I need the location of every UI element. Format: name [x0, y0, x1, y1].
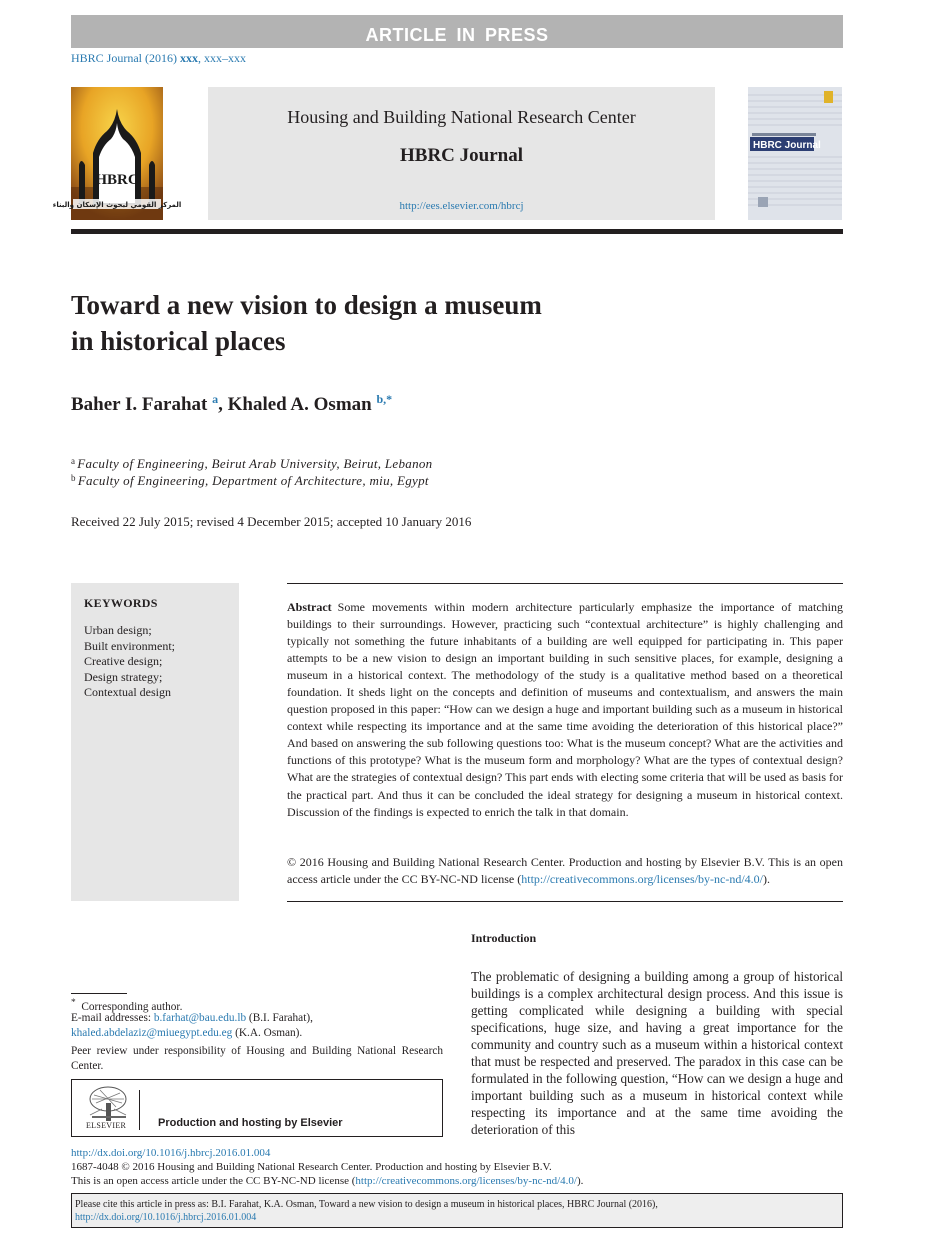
- article-title: [71, 287, 671, 359]
- issn-copyright: 1687-4048 © 2016 Housing and Building National Research Center. Production and hosting by Elsevier B.V.: [71, 1161, 552, 1173]
- email-link-osman[interactable]: khaled.abdelaziz@miuegypt.edu.eg: [71, 1027, 233, 1039]
- license-link[interactable]: http://creativecommons.org/licenses/by-nc-nd/4.0/: [521, 872, 763, 886]
- abstract-bottom-rule: [287, 901, 843, 902]
- journal-reference-prefix: HBRC Journal (2016): [71, 51, 180, 65]
- abstract-text: Some movements within modern architecture particularly emphasize the importance of matching buildings to their surroundings. However, practicing such “contextual architecture” is highly challenging and typically not something the future inhabitants of a building are well equipped for participating in. This paper attempts to be a new vision to design an important building in such sensitive places, for example, designing a museum in a historical context. The methodology of the study is a qualitative method based on a theoretical foundation. It sheds light on the concepts and definition of museums and contextualism, and answers the main question proposed in this paper: “How can we design a huge and important building such as a museum in historical context while respecting its importance and at the same time avoiding the deterioration of this historical place?” And based on answering the sub following questions too: What is the museum concept? What are the activities and functions of this prototype? What is the museum form and morphology? What are the types of contextual design? What are the strategies of contextual design? This part ends with electing some criteria that will be used as basis for the practical part. And thus it can be concluded the ideal strategy for designing a museum in historical context. Discussion of the findings is expected to enrich the talk in that domain.: [287, 600, 843, 819]
- keywords-title: KEYWORDS: [84, 596, 158, 610]
- hbrc-logo-icon: [52, 87, 182, 220]
- affiliation-a: [71, 456, 432, 472]
- abstract: [287, 599, 843, 821]
- introduction-heading: Introduction: [471, 931, 537, 945]
- institution-name: Housing and Building National Research Center: [287, 107, 636, 127]
- affiliation-b-marker: b: [71, 473, 76, 483]
- production-hosting-text: Production and hosting by Elsevier: [158, 1117, 343, 1129]
- keyword-item: Built environment;: [84, 638, 175, 653]
- citation-text: Please cite this article in press as: B.I. Farahat, K.A. Osman, Toward a new vision to design a museum in historical places, HBRC Journal (2016),: [75, 1199, 658, 1210]
- elsevier-divider: [139, 1090, 140, 1130]
- email-link-farahat[interactable]: b.farhat@bau.edu.lb: [153, 1012, 247, 1024]
- oa-suffix: ).: [577, 1175, 584, 1187]
- elsevier-wordmark: ELSEVIER: [86, 1121, 127, 1130]
- email-addresses: [71, 1011, 443, 1041]
- copyright-end: ).: [763, 872, 770, 886]
- author-farahat: Baher I. Farahat: [71, 394, 208, 415]
- email-label: E-mail addresses:: [71, 1012, 154, 1024]
- journal-url-link[interactable]: http://ees.elsevier.com/hbrcj: [399, 200, 524, 212]
- oa-license-link[interactable]: http://creativecommons.org/licenses/by-nc-nd/4.0/: [355, 1175, 577, 1187]
- affiliation-a-marker: a: [71, 456, 76, 466]
- journal-header: [208, 87, 715, 220]
- footnote-rule: [71, 993, 127, 994]
- keywords-box: [71, 583, 239, 901]
- open-access-line: [71, 1175, 583, 1187]
- journal-reference-pages: , xxx–xxx: [198, 51, 246, 65]
- email-owner-osman: (K.A. Osman).: [232, 1027, 303, 1039]
- received-dates: Received 22 July 2015; revised 4 December 2015; accepted 10 January 2016: [71, 514, 472, 529]
- abstract-label: Abstract: [287, 600, 332, 614]
- article-in-press-banner: ARTICLE IN PRESS: [71, 15, 843, 48]
- header-rule: [71, 229, 843, 234]
- abstract-top-rule: [287, 583, 843, 584]
- journal-name: HBRC Journal: [400, 145, 523, 166]
- peer-review-note: Peer review under responsibility of Housing and Building National Research Center.: [71, 1045, 443, 1072]
- oa-prefix: This is an open access article under the CC BY-NC-ND license (: [71, 1175, 356, 1187]
- introduction-paragraph: The problematic of designing a building among a group of historical buildings is a complex architectural design process. And this issue is getting complicated while designing a building with special specifications, huge size, and having a great importance for the community and country such as a museum within a historical context that must be respected and preserved. The paradox in this case can be formulated in the following question, “How can we design a huge and important building such as a museum in historical context while respecting its importance and at the same time avoiding the deterioration of this: [471, 969, 843, 1137]
- author-osman: Khaled A. Osman: [227, 394, 372, 415]
- doi-link[interactable]: http://dx.doi.org/10.1016/j.hbrcj.2016.01.004: [71, 1147, 271, 1159]
- title-line-2: in historical places: [71, 326, 286, 356]
- abstract-copyright: [287, 854, 843, 888]
- copyright-text: © 2016 Housing and Building National Research Center. Production and hosting by Elsevier B.V. This is an open access article under the CC BY-NC-ND license (: [287, 855, 843, 886]
- author-list: Baher I. Farahat $^a$, Khaled A. Osman $^{b,*}$: [71, 392, 393, 415]
- keyword-item: Design strategy;: [84, 669, 163, 684]
- corresponding-text: Corresponding author.: [81, 1000, 183, 1013]
- cover-title-text: HBRC Journal: [753, 140, 821, 151]
- keyword-item: Creative design;: [84, 654, 163, 668]
- author-farahat-affiliation-link[interactable]: a: [212, 392, 219, 406]
- affiliation-b-text: Faculty of Engineering, Department of Architecture, miu, Egypt: [77, 473, 429, 488]
- affiliation-a-text: Faculty of Engineering, Beirut Arab University, Beirut, Lebanon: [77, 456, 433, 471]
- title-line-1: Toward a new vision to design a museum: [71, 290, 542, 320]
- citation-box: [71, 1193, 843, 1228]
- logo-text: HBRC: [95, 172, 139, 188]
- asterisk-marker: *: [71, 998, 76, 1008]
- author-osman-affiliation-link[interactable]: b,*: [376, 392, 393, 406]
- journal-reference-volume: xxx: [180, 51, 198, 65]
- citation-doi-link[interactable]: http://dx.doi.org/10.1016/j.hbrcj.2016.01.004: [75, 1212, 257, 1223]
- logo-arabic-text: المركز القومي لبحوث الإسكان والبناء: [52, 201, 182, 209]
- journal-cover-image: [748, 87, 842, 220]
- keyword-item: Contextual design: [84, 685, 171, 699]
- affiliation-b: [71, 473, 429, 489]
- email-owner-farahat: (B.I. Farahat),: [246, 1012, 313, 1024]
- elsevier-production-box: [71, 1079, 443, 1137]
- keyword-item: Urban design;: [84, 623, 152, 637]
- journal-reference[interactable]: [71, 51, 246, 66]
